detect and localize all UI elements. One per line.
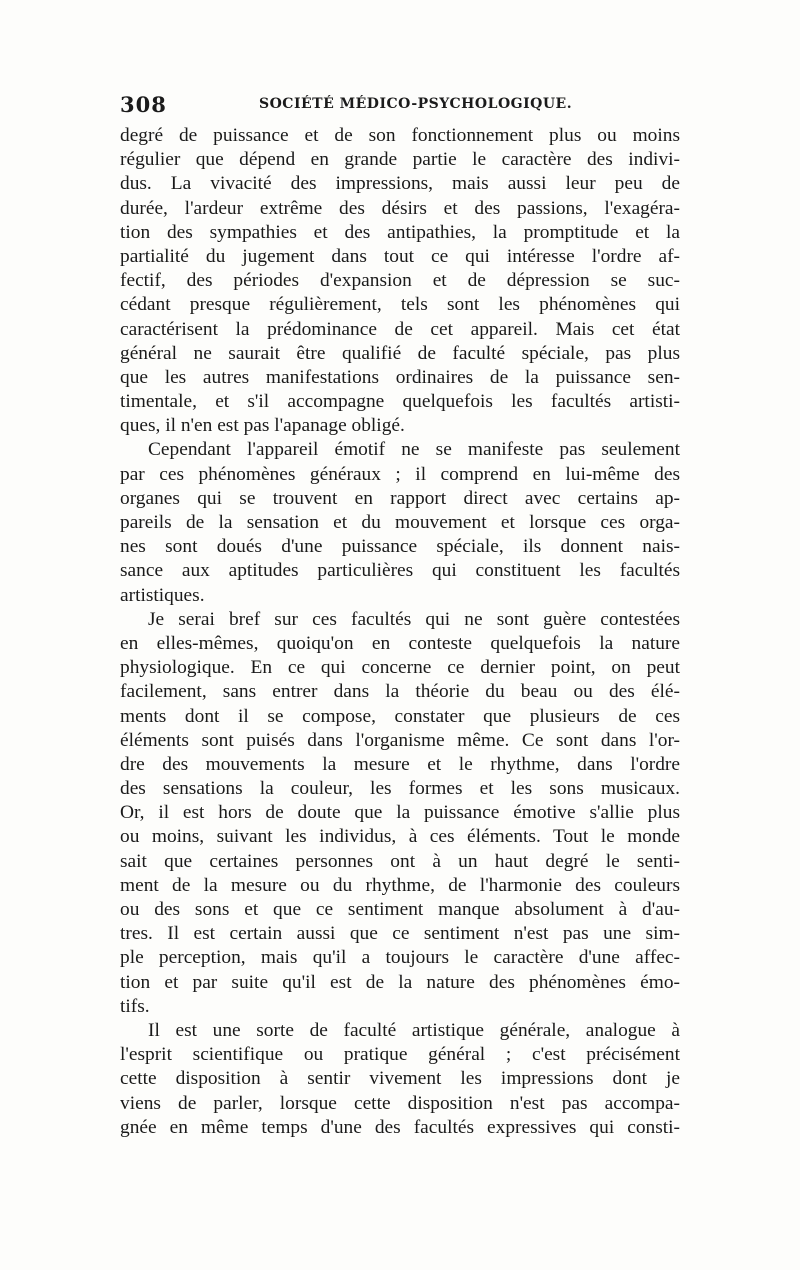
text-line: en elles-mêmes, quoiqu'on en conteste quelquefois la nature: [120, 632, 680, 654]
text-line: ments dont il se compose, constater que plusieurs de ces: [120, 705, 680, 727]
text-line: ou moins, suivant les individus, à ces éléments. Tout le monde: [120, 826, 680, 848]
text-line: tion des sympathies et des antipathies, la promptitude et la: [120, 221, 680, 243]
text-line: caractérisent la prédominance de cet appareil. Mais cet état: [120, 318, 680, 340]
text-line: que les autres manifestations ordinaires de la puissance sen-: [120, 366, 680, 388]
text-line: régulier que dépend en grande partie le caractère des indivi-: [120, 149, 680, 171]
text-line: nes sont doués d'une puissance spéciale, ils donnent nais-: [120, 536, 680, 558]
text-line: facilement, sans entrer dans la théorie du beau ou des élé-: [120, 681, 680, 703]
text-line: viens de parler, lorsque cette disposition n'est pas accompa-: [120, 1092, 680, 1114]
text-line: par ces phénomènes généraux ; il comprend en lui-même des: [120, 463, 680, 485]
page-number: 308: [120, 92, 167, 117]
text-line: tion et par suite qu'il est de la nature des phénomènes émo-: [120, 971, 680, 993]
text-line: degré de puissance et de son fonctionnement plus ou moins: [120, 125, 680, 146]
text-line: ques, il n'en est pas l'apanage obligé.: [120, 415, 405, 437]
text-line: physiologique. En ce qui concerne ce dernier point, on peut: [120, 657, 680, 679]
text-line: Il est une sorte de faculté artistique générale, analogue à: [148, 1019, 680, 1041]
text-line: Or, il est hors de doute que la puissance émotive s'allie plus: [120, 802, 680, 824]
text-line: Je serai bref sur ces facultés qui ne sont guère contestées: [148, 608, 680, 630]
text-line: sance aux aptitudes particulières qui constituent les facultés: [120, 560, 680, 582]
text-line: timentale, et s'il accompagne quelquefois les facultés artisti-: [120, 391, 680, 413]
text-line: Cependant l'appareil émotif ne se manifeste pas seulement: [148, 439, 680, 461]
text-line: pareils de la sensation et du mouvement et lorsque ces orga-: [120, 512, 680, 533]
text-line: cédant presque régulièrement, tels sont les phénomènes qui: [120, 294, 680, 316]
text-line: organes qui se trouvent en rapport direct avec certains ap-: [120, 487, 680, 509]
text-line: sait que certaines personnes ont à un haut degré le senti-: [120, 850, 680, 872]
text-line: ment de la mesure ou du rhythme, de l'harmonie des couleurs: [120, 874, 680, 896]
text-line: général ne saurait être qualifié de faculté spéciale, pas plus: [120, 342, 680, 364]
text-line: des sensations la couleur, les formes et les sons musicaux.: [120, 778, 680, 800]
text-line: partialité du jugement dans tout ce qui intéresse l'ordre af-: [120, 245, 680, 267]
text-line: dre des mouvements la mesure et le rhythme, dans l'ordre: [120, 753, 680, 775]
text-line: éléments sont puisés dans l'organisme même. Ce sont dans l'or-: [120, 729, 680, 751]
text-line: gnée en même temps d'une des facultés expressives qui consti-: [120, 1116, 680, 1138]
running-head: [120, 92, 680, 118]
text-line: l'esprit scientifique ou pratique général ; c'est précisément: [120, 1044, 680, 1066]
text-line: dus. La vivacité des impressions, mais aussi leur peu de: [120, 173, 680, 195]
text-line: fectif, des périodes d'expansion et de dépression se suc-: [120, 270, 680, 292]
text-line: ou des sons et que ce sentiment manque absolument à d'au-: [120, 899, 680, 920]
journal-title: SOCIÉTÉ MÉDICO-PSYCHOLOGIQUE.: [259, 96, 573, 112]
text-line: artistiques.: [120, 584, 205, 606]
body-text: [120, 124, 680, 1140]
text-line: ple perception, mais qu'il a toujours le caractère d'une affec-: [120, 947, 680, 969]
text-line: durée, l'ardeur extrême des désirs et des passions, l'exagéra-: [120, 197, 680, 219]
text-line: cette disposition à sentir vivement les impressions dont je: [120, 1068, 680, 1090]
text-line: tifs.: [120, 995, 150, 1017]
text-line: tres. Il est certain aussi que ce sentiment n'est pas une sim-: [120, 923, 680, 945]
